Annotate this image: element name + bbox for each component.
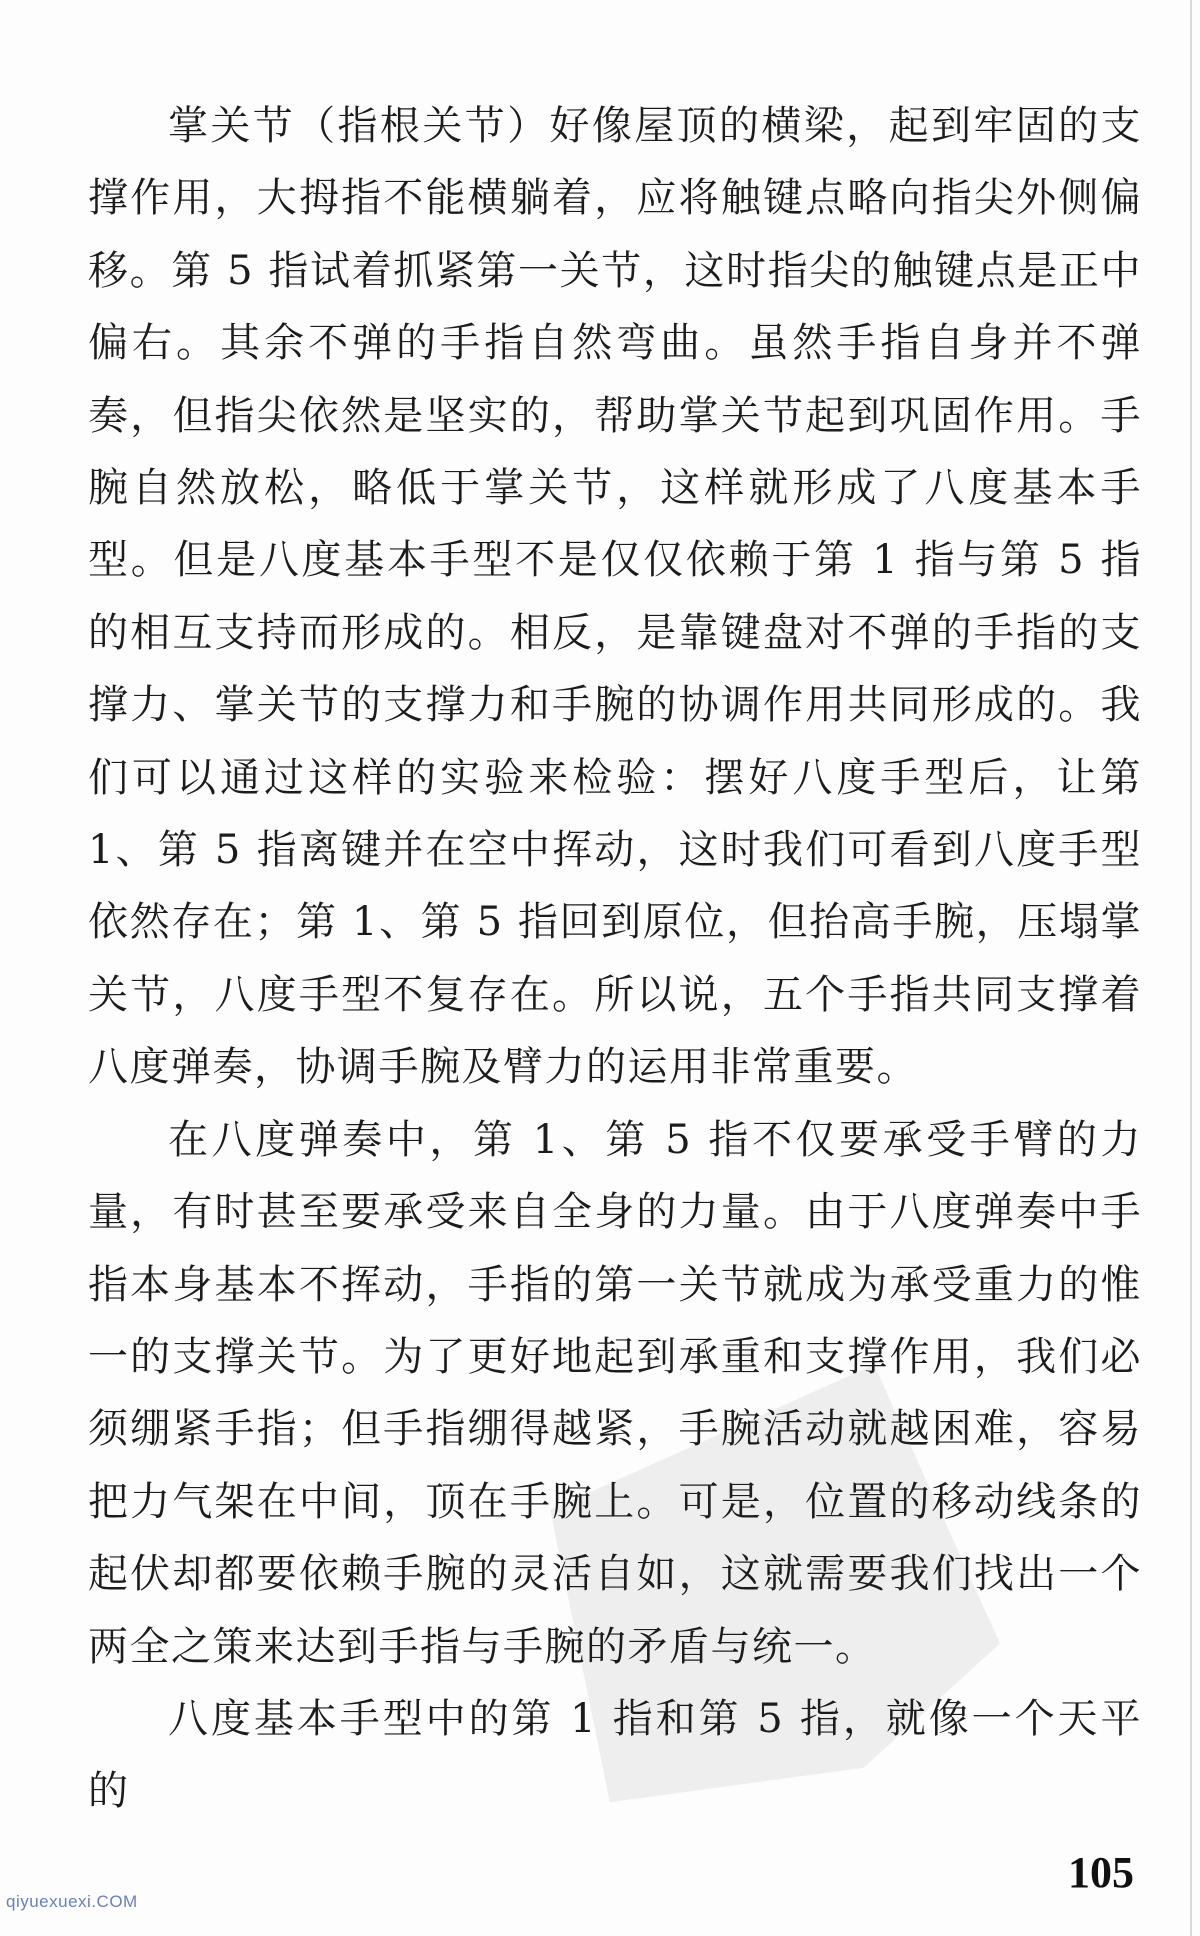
page-edge-line bbox=[1190, 0, 1192, 1936]
site-watermark-text: qiyuexuexi.COM bbox=[6, 1892, 138, 1911]
paragraph-2: 在八度弹奏中，第 1、第 5 指不仅要承受手臂的力量，有时甚至要承受来自全身的力量。由于八度弹奏中手指本身基本不挥动，手指的第一关节就成为承受重力的惟一的支撑关节。为了更好地起到承重和支撑作用，我们必须绷紧手指；但手指绷得越紧，手腕活动就越困难，容易把力气架在中间，顶在手腕上。可是，位置的移动线条的起伏却都要依赖手腕的灵活自如，这就需要我们找出一个两全之策来达到手指与手腕的矛盾与统一。 bbox=[88, 1116, 1142, 1670]
paragraph-3: 八度基本手型中的第 1 指和第 5 指，就像一个天平的 bbox=[88, 1695, 1142, 1815]
body-text bbox=[88, 90, 1142, 1828]
paragraph-1: 掌关节（指根关节）好像屋顶的横梁，起到牢固的支撑作用，大拇指不能横躺着，应将触键点略向指尖外侧偏移。第 5 指试着抓紧第一关节，这时指尖的触键点是正中偏右。其余不弹的手指自然弯曲。虽然手指自身并不弹奏，但指尖依然是坚实的，帮助掌关节起到巩固作用。手腕自然放松，略低于掌关节，这样就形成了八度基本手型。但是八度基本手型不是仅仅依赖于第 1 指与第 5 指的相互支持而形成的。相反，是靠键盘对不弹的手指的支撑力、掌关节的支撑力和手腕的协调作用共同形成的。我们可以通过这样的实验来检验：摆好八度手型后，让第 1、第 5 指离键并在空中挥动，这时我们可看到八度手型依然存在；第 1、第 5 指回到原位，但抬高手腕，压塌掌关节，八度手型不复存在。所以说，五个手指共同支撑着八度弹奏，协调手腕及臂力的运用非常重要。 bbox=[88, 103, 1142, 1091]
page-number: 105 bbox=[1068, 1848, 1134, 1897]
